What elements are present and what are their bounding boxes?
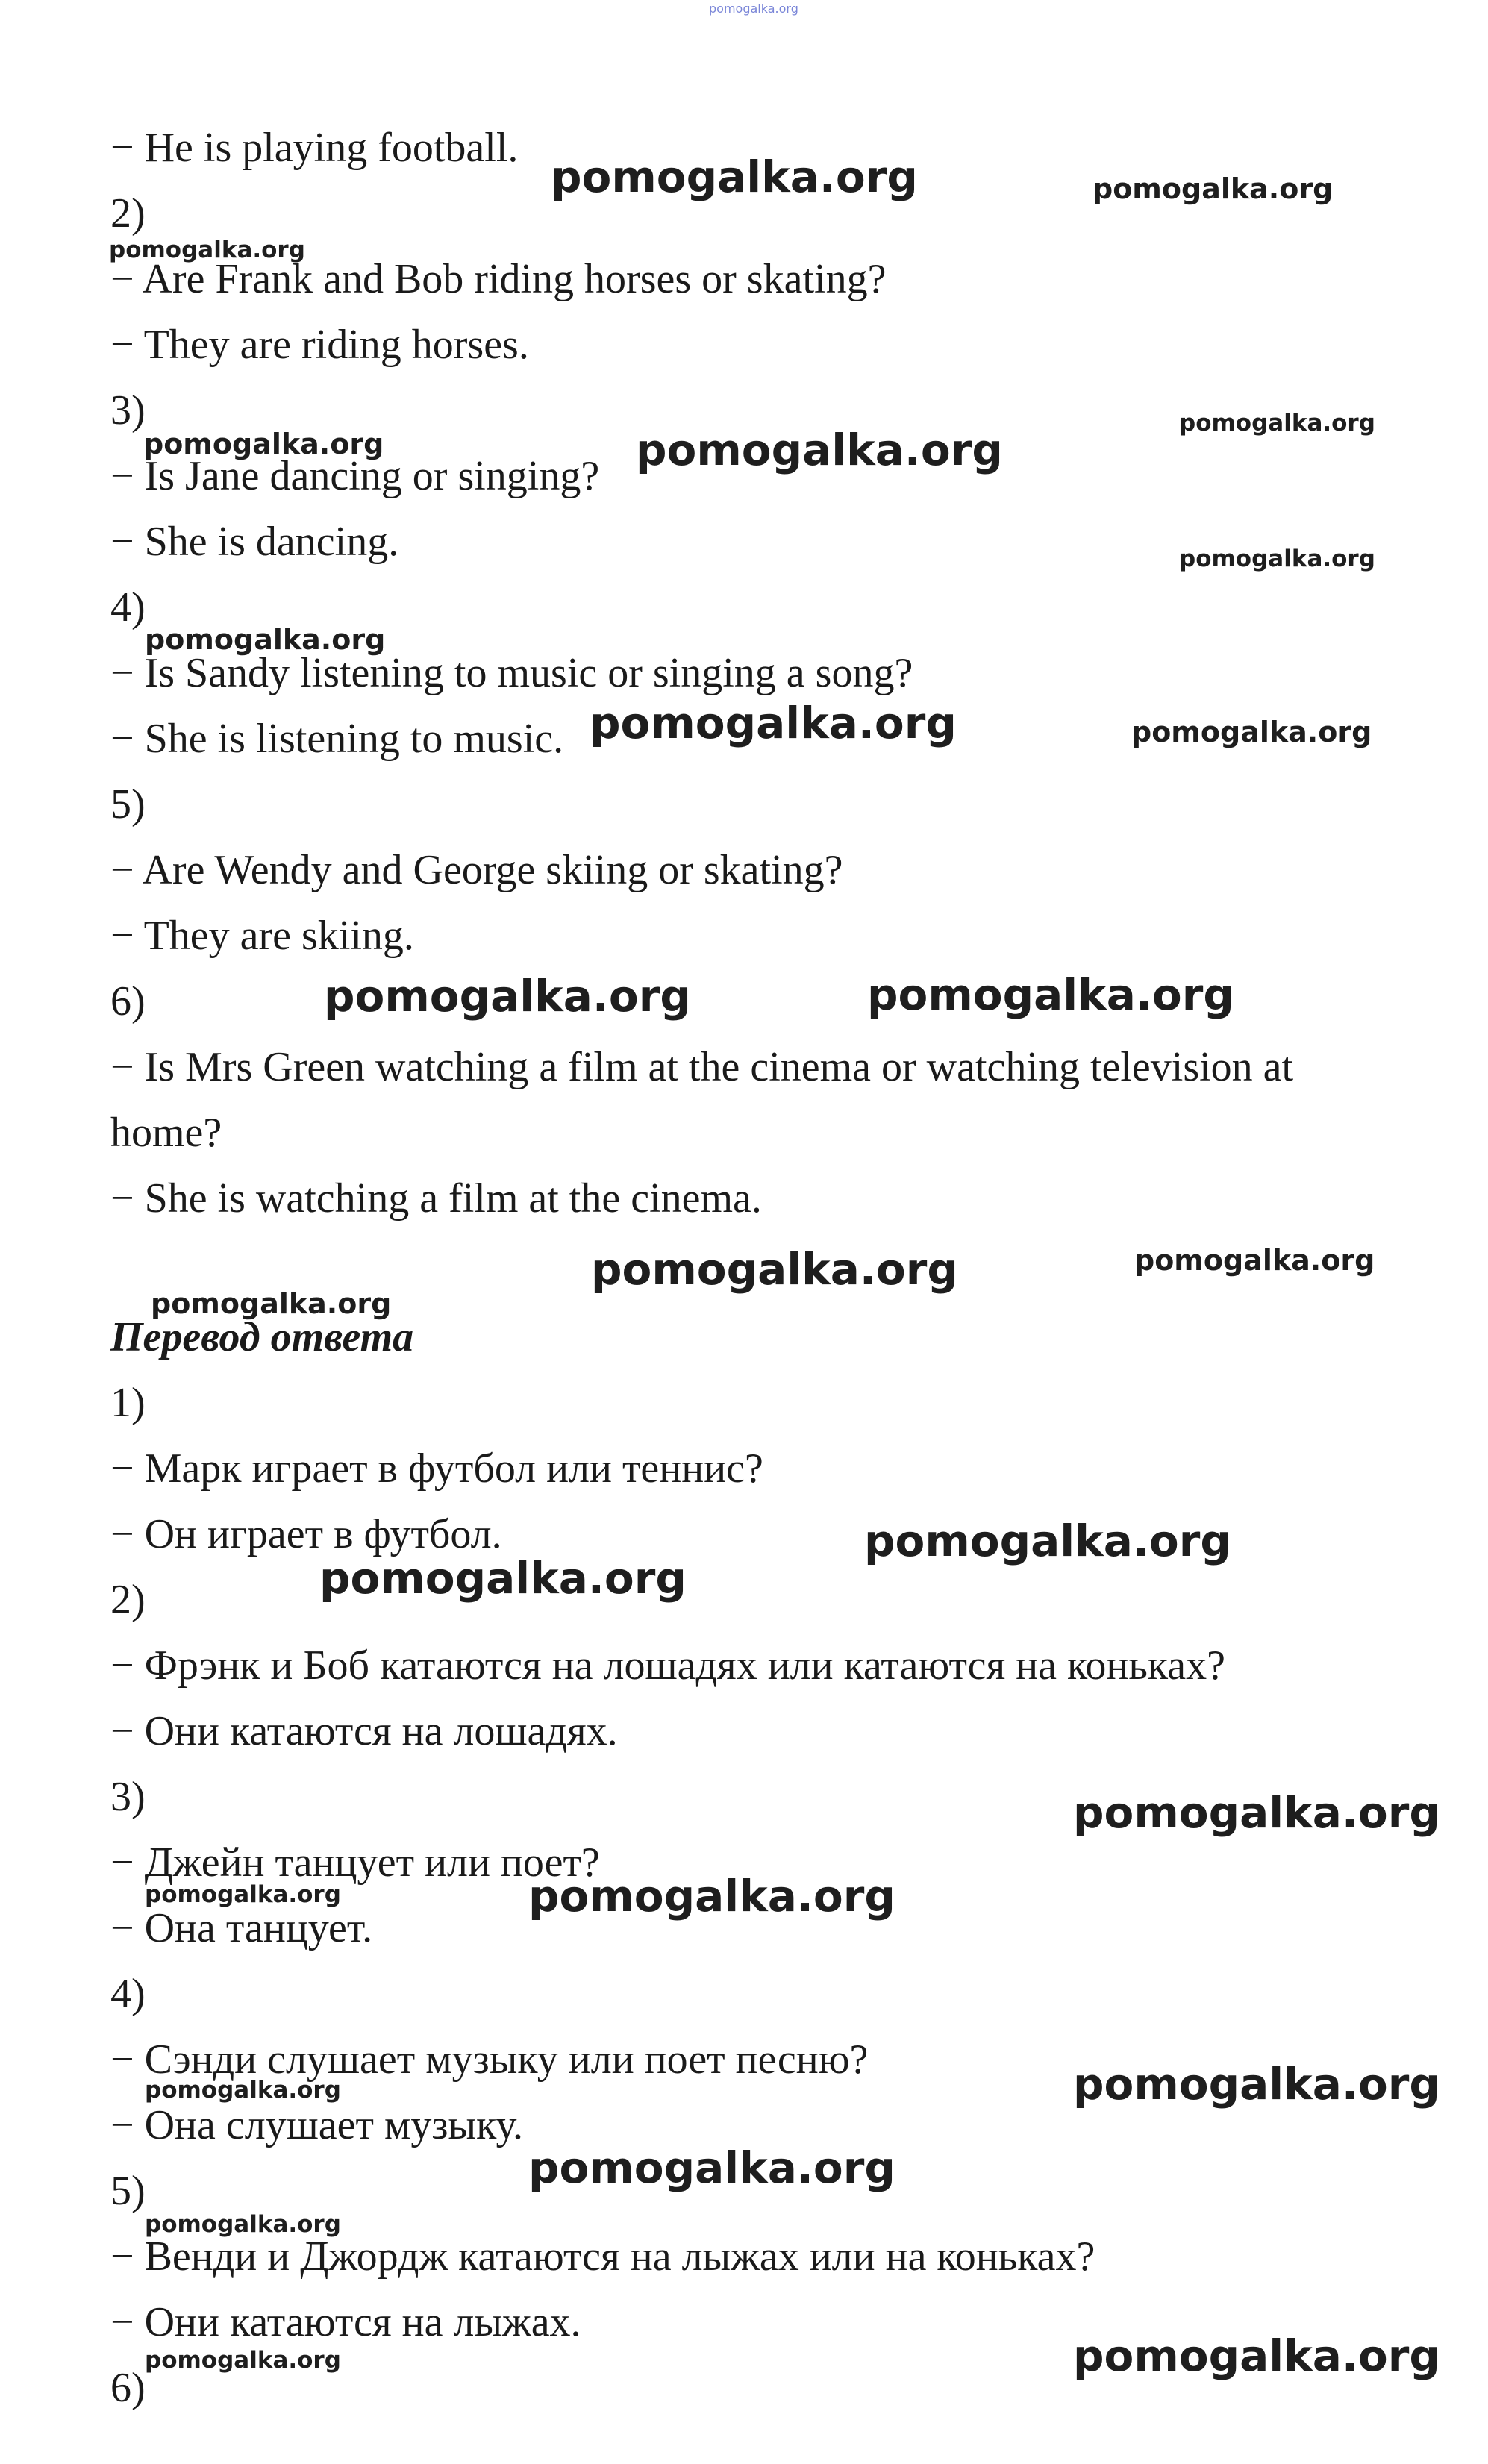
watermark: pomogalka.org: [1179, 545, 1375, 572]
translation-line: − Они катаются на лошадях.: [110, 1708, 618, 1754]
watermark: pomogalka.org: [551, 151, 918, 202]
answer-line: − She is watching a film at the cinema.: [110, 1175, 762, 1222]
answer-line: − She is dancing.: [110, 519, 399, 565]
answer-line: 5): [110, 781, 146, 828]
watermark: pomogalka.org: [319, 1553, 687, 1604]
translation-line: 3): [110, 1774, 146, 1820]
translation-line: − Он играет в футбол.: [110, 1511, 502, 1557]
answer-line: − They are skiing.: [110, 913, 414, 959]
watermark: pomogalka.org: [528, 1871, 895, 1922]
translation-line: − Сэнди слушает музыку или поет песню?: [110, 2036, 869, 2083]
watermark: pomogalka.org: [590, 698, 957, 748]
translation-heading: Перевод ответа: [110, 1314, 414, 1360]
answer-line: − Are Wendy and George skiing or skating?: [110, 847, 843, 893]
translation-line: − Они катаются на лыжах.: [110, 2299, 581, 2345]
answer-line: − Is Mrs Green watching a film at the cinema or watching television at: [110, 1044, 1294, 1090]
watermark: pomogalka.org: [1073, 2059, 1440, 2110]
watermark: pomogalka.org: [1179, 410, 1375, 437]
watermark: pomogalka.org: [864, 1516, 1231, 1566]
translation-line: 1): [110, 1380, 146, 1426]
watermark: pomogalka.org: [145, 2347, 341, 2374]
watermark: pomogalka.org: [528, 2142, 895, 2193]
answer-line: home?: [110, 1110, 222, 1156]
watermark: pomogalka.org: [1131, 716, 1372, 748]
answer-line: − Is Sandy listening to music or singing a song?: [110, 650, 913, 696]
answer-line: 6): [110, 978, 146, 1025]
watermark: pomogalka.org: [1073, 2330, 1440, 2381]
translation-line: − Она танцует.: [110, 1905, 373, 1951]
translation-line: − Джейн танцует или поет?: [110, 1839, 600, 1886]
answer-line: − Are Frank and Bob riding horses or skating?: [110, 256, 887, 302]
watermark: pomogalka.org: [1073, 1787, 1440, 1838]
watermark: pomogalka.org: [324, 971, 691, 1022]
answer-line: − They are riding horses.: [110, 322, 529, 368]
translation-line: 6): [110, 2365, 146, 2411]
watermark: pomogalka.org: [867, 969, 1234, 1020]
watermark: pomogalka.org: [145, 2077, 341, 2104]
watermark: pomogalka.org: [591, 1244, 958, 1295]
answer-line: − Is Jane dancing or singing?: [110, 453, 600, 499]
answer-line: 4): [110, 584, 146, 631]
answer-line: 3): [110, 387, 146, 434]
source-link[interactable]: pomogalka.org: [709, 1, 798, 16]
watermark: pomogalka.org: [145, 1881, 341, 1908]
answer-line: 2): [110, 190, 146, 237]
translation-line: − Фрэнк и Боб катаются на лошадях или катаются на коньках?: [110, 1642, 1225, 1689]
answer-line: − He is playing football.: [110, 125, 519, 171]
watermark: pomogalka.org: [636, 425, 1003, 475]
translation-line: − Марк играет в футбол или теннис?: [110, 1445, 763, 1492]
translation-line: 5): [110, 2168, 146, 2214]
translation-line: 4): [110, 1971, 146, 2017]
answer-line: − She is listening to music.: [110, 716, 564, 762]
watermark: pomogalka.org: [145, 2211, 341, 2238]
watermark: pomogalka.org: [109, 237, 305, 263]
translation-line: − Она слушает музыку.: [110, 2102, 523, 2148]
watermark: pomogalka.org: [151, 1287, 392, 1320]
watermark: pomogalka.org: [145, 623, 386, 656]
watermark: pomogalka.org: [1092, 172, 1334, 205]
watermark: pomogalka.org: [143, 428, 384, 460]
translation-line: 2): [110, 1577, 146, 1623]
watermark: pomogalka.org: [1134, 1244, 1375, 1277]
translation-line: − Венди и Джордж катаются на лыжах или на коньках?: [110, 2233, 1095, 2280]
